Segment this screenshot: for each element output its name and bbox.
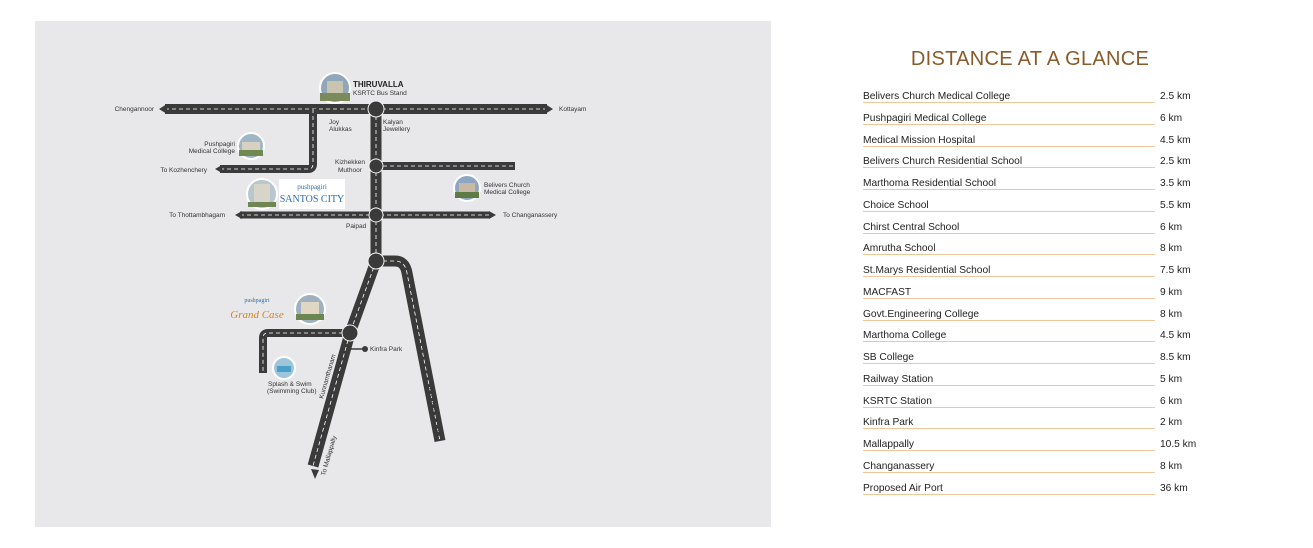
distance-value: 6 km	[1160, 112, 1183, 124]
distance-row	[863, 439, 1203, 455]
distance-place-name: Medical Mission Hospital	[863, 135, 978, 146]
chengannoor-label: Chengannoor	[114, 106, 154, 113]
distance-value: 36 km	[1160, 482, 1188, 494]
santos-city-logo	[279, 179, 345, 209]
distance-value: 5 km	[1160, 373, 1183, 385]
leader-line	[863, 167, 1155, 168]
distance-row	[863, 352, 1203, 368]
kozhenchery-label: To Kozhenchery	[160, 167, 207, 174]
distance-value: 2.5 km	[1160, 91, 1191, 102]
leader-line	[863, 494, 1155, 495]
pushpagiri-label-1: Pushpagiri	[204, 141, 235, 148]
kinfra-park-marker	[362, 346, 368, 352]
road-chengannoor-kottayam	[159, 104, 553, 114]
leader-line	[863, 341, 1155, 342]
leader-line	[863, 146, 1155, 147]
splash-swim-photo-icon	[273, 357, 295, 379]
distance-row	[863, 91, 1203, 107]
distance-value: 8 km	[1160, 460, 1183, 472]
mallappally-label: To Mallappally	[320, 435, 339, 477]
kottayam-label: Kottayam	[559, 106, 587, 113]
choice-school-label: To Choice School	[426, 386, 442, 438]
thiruvalla-photo-icon	[320, 73, 350, 103]
distance-title: DISTANCE AT A GLANCE	[910, 48, 1150, 70]
distance-place-name: Pushpagiri Medical College	[863, 113, 989, 124]
road-thottambhagam-changanassery	[235, 211, 496, 219]
distance-value: 4.5 km	[1160, 330, 1191, 342]
distance-row	[863, 222, 1203, 238]
distance-row	[863, 374, 1203, 390]
pushpagiri-photo-icon	[238, 133, 264, 159]
distance-place-name: KSRTC Station	[863, 396, 935, 407]
distance-place-name: SB College	[863, 352, 917, 363]
distance-value: 8.5 km	[1160, 352, 1191, 363]
grand-case-logo	[230, 298, 284, 321]
changanassery-label: To Changanassery	[503, 212, 558, 219]
leader-line	[863, 363, 1155, 364]
leader-line	[863, 320, 1155, 321]
kizhekken-label-2: Muthoor	[338, 167, 362, 174]
distance-place-name: Mallappally	[863, 439, 917, 450]
distance-place-name: Chirst Central School	[863, 222, 962, 233]
distance-value: 4.5 km	[1160, 134, 1191, 146]
paipad-label: Paipad	[346, 223, 367, 230]
distance-place-name: MACFAST	[863, 287, 914, 298]
joy-alukkas-label-2: Alukkas	[329, 126, 352, 133]
distance-value: 2 km	[1160, 417, 1183, 429]
distance-place-name: Choice School	[863, 200, 932, 211]
distance-row	[863, 243, 1203, 259]
distance-row	[863, 309, 1203, 325]
splash-swim-label-2: (Swimming Club)	[267, 388, 317, 395]
distance-place-name: Govt.Engineering College	[863, 309, 982, 320]
distance-row	[863, 135, 1203, 151]
kizhekken-label-1: Kizhekken	[335, 159, 365, 166]
distance-row	[863, 396, 1203, 412]
kunnamthanam-label: Kunnamthanam	[318, 353, 338, 400]
distance-row	[863, 287, 1203, 303]
distance-value: 6 km	[1160, 395, 1183, 407]
belivers-label-1: Belivers Church	[484, 182, 530, 189]
distance-place-name: Amrutha School	[863, 243, 938, 254]
svg-text:Grand Case: Grand Case	[230, 309, 284, 321]
pushpagiri-label-2: Medical College	[188, 148, 235, 155]
distance-row	[863, 178, 1203, 194]
distance-row	[863, 156, 1203, 172]
distance-value: 2.5 km	[1160, 156, 1191, 168]
location-map	[35, 21, 771, 527]
distance-place-name: Marthoma Residential School	[863, 178, 999, 189]
route-map-svg	[35, 21, 771, 527]
distance-value: 9 km	[1160, 286, 1183, 298]
kinfra-park-label: Kinfra Park	[370, 346, 403, 353]
distance-place-name: Railway Station	[863, 374, 936, 385]
leader-line	[863, 233, 1155, 234]
grand-case-photo-icon	[295, 294, 325, 324]
distance-row	[863, 417, 1203, 433]
distance-value: 8 km	[1160, 243, 1183, 255]
leader-line	[863, 428, 1155, 429]
distance-place-name: Kinfra Park	[863, 417, 916, 428]
leader-line	[863, 102, 1155, 103]
distance-place-name: Proposed Air Port	[863, 483, 946, 494]
leader-line	[863, 124, 1155, 125]
distance-value: 8 km	[1160, 308, 1183, 320]
svg-text:pushpagiri: pushpagiri	[244, 298, 270, 304]
leader-line	[863, 189, 1155, 190]
leader-line	[863, 450, 1155, 451]
belivers-label-2: Medical College	[484, 189, 531, 196]
distance-row	[863, 483, 1203, 499]
distance-place-name: Belivers Church Medical College	[863, 91, 1013, 102]
leader-line	[863, 407, 1155, 408]
distance-row	[863, 330, 1203, 346]
distance-value: 7.5 km	[1160, 265, 1191, 276]
road-to-mallappally	[311, 261, 376, 479]
distance-place-name: Marthoma College	[863, 330, 949, 341]
leader-line	[863, 472, 1155, 473]
leader-line	[863, 211, 1155, 212]
leader-line	[863, 385, 1155, 386]
distance-value: 10.5 km	[1160, 439, 1197, 450]
distance-value: 6 km	[1160, 221, 1183, 233]
splash-swim-label-1: Splash & Swim	[268, 381, 312, 388]
leader-line	[863, 254, 1155, 255]
thottambhagam-label: To Thottambhagam	[169, 212, 225, 219]
distance-row	[863, 461, 1203, 477]
belivers-photo-icon	[454, 175, 480, 201]
distance-place-name: Changanassery	[863, 461, 937, 472]
distance-value: 3.5 km	[1160, 178, 1191, 189]
distance-row	[863, 113, 1203, 129]
svg-text:pushpagiri: pushpagiri	[297, 183, 327, 191]
santos-city-photo-icon	[247, 179, 277, 209]
kalyan-label-2: Jewellery	[383, 126, 411, 133]
distance-value: 5.5 km	[1160, 199, 1191, 211]
distance-row	[863, 265, 1203, 281]
kalyan-label-1: Kalyan	[383, 119, 403, 126]
svg-text:SANTOS CITY: SANTOS CITY	[279, 194, 345, 205]
distance-row	[863, 200, 1203, 216]
leader-line	[863, 298, 1155, 299]
thiruvalla-label: THIRUVALLA	[353, 80, 404, 89]
ksrtc-label: KSRTC Bus Stand	[353, 90, 407, 97]
distance-place-name: St.Marys Residential School	[863, 265, 993, 276]
joy-alukkas-label-1: Joy	[329, 119, 340, 126]
distance-place-name: Belivers Church Residential School	[863, 156, 1025, 167]
leader-line	[863, 276, 1155, 277]
